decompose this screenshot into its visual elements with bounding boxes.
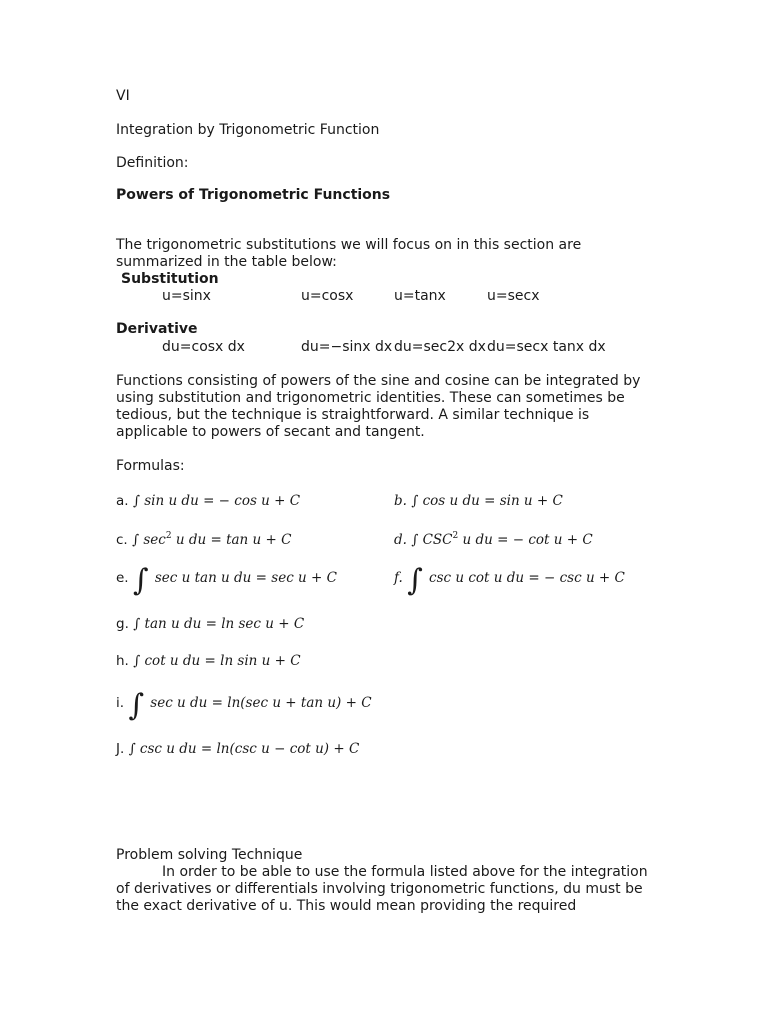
integral-sign-icon: ∫ — [133, 616, 141, 632]
formula-e — [116, 563, 337, 598]
section-number: VI — [116, 88, 130, 104]
formula-expression: sec u du = ln(sec u + tan u) + C — [150, 695, 372, 711]
formula-label: d. — [394, 532, 407, 548]
formula-expression: cot u du = ln sin u + C — [144, 653, 301, 669]
formula-c — [116, 526, 291, 550]
formula-expression: sec u tan u du = sec u + C — [154, 570, 337, 586]
problem-line: In order to be able to use the formula listed above for the integration — [162, 864, 648, 880]
formula-label: h. — [116, 653, 129, 669]
formula-a — [116, 491, 300, 511]
definition-label: Definition: — [116, 155, 189, 171]
paragraph-line: tedious, but the technique is straightforward. A similar technique is — [116, 407, 590, 423]
formula-expression-pre: sec — [143, 532, 166, 548]
paragraph-line: Functions consisting of powers of the sine and cosine can be integrated by — [116, 373, 641, 389]
intro-line-1: The trigonometric substitutions we will focus on in this section are — [116, 237, 582, 253]
derivative-cell: du=cosx dx — [162, 339, 245, 355]
formulas-label: Formulas: — [116, 458, 185, 474]
derivative-cell: du=sec2x dx — [394, 339, 486, 355]
formula-expression: csc u du = ln(csc u − cot u) + C — [139, 741, 360, 757]
paragraph-line: using substitution and trigonometric identities. These can sometimes be — [116, 390, 625, 406]
formula-b — [394, 491, 563, 511]
formula-f — [394, 563, 625, 598]
formula-expression: cos u du = sin u + C — [422, 493, 563, 509]
formula-expression-post: u du = tan u + C — [171, 532, 292, 548]
derivative-header: Derivative — [116, 321, 198, 337]
formula-expression: tan u du = ln sec u + C — [144, 616, 305, 632]
formula-expression-pre: CSC — [422, 532, 453, 548]
formula-g — [116, 614, 304, 634]
integral-sign-icon: ∫ — [411, 493, 419, 509]
formula-label: a. — [116, 493, 129, 509]
integral-sign-icon: ∫ — [132, 532, 140, 548]
integral-sign-icon: ∫ — [133, 653, 141, 669]
formula-label: e. — [116, 570, 129, 586]
formula-expression: csc u cot u du = − csc u + C — [429, 570, 625, 586]
formula-expression-post: u du = − cot u + C — [458, 532, 593, 548]
substitution-cell: u=secx — [487, 288, 540, 304]
formula-j — [116, 739, 359, 759]
integral-sign-icon: ∫ — [132, 493, 140, 509]
integral-sign-icon: ∫ — [411, 532, 419, 548]
formula-label: c. — [116, 532, 128, 548]
substitution-header: Substitution — [121, 271, 219, 287]
substitution-cell: u=sinx — [162, 288, 211, 304]
paragraph-line: applicable to powers of secant and tangent. — [116, 424, 425, 440]
problem-line: the exact derivative of u. This would mean providing the required — [116, 898, 577, 914]
formula-label: i. — [116, 695, 125, 711]
integral-sign-icon: ∫ — [132, 563, 149, 598]
exponent: 2 — [165, 531, 172, 541]
derivative-cell: du=secx tanx dx — [487, 339, 606, 355]
problem-heading: Problem solving Technique — [116, 847, 303, 863]
integral-sign-icon: ∫ — [128, 688, 144, 723]
page-title: Integration by Trigonometric Function — [116, 122, 380, 138]
formula-label: b. — [394, 493, 407, 509]
integral-sign-icon: ∫ — [128, 741, 136, 757]
intro-line-2: summarized in the table below: — [116, 254, 337, 270]
exponent: 2 — [452, 531, 459, 541]
formula-label: f. — [394, 570, 403, 586]
subheading: Powers of Trigonometric Functions — [116, 187, 391, 203]
substitution-cell: u=cosx — [301, 288, 354, 304]
derivative-cell: du=−sinx dx — [301, 339, 393, 355]
formula-expression: sin u du = − cos u + C — [144, 493, 301, 509]
substitution-cell: u=tanx — [394, 288, 446, 304]
formula-label: J. — [116, 741, 125, 757]
formula-d — [394, 526, 593, 550]
formula-h — [116, 651, 301, 671]
formula-label: g. — [116, 616, 129, 632]
integral-sign-icon: ∫ — [407, 563, 423, 598]
problem-line: of derivatives or differentials involving trigonometric functions, du must be — [116, 881, 643, 897]
formula-i — [116, 688, 372, 723]
